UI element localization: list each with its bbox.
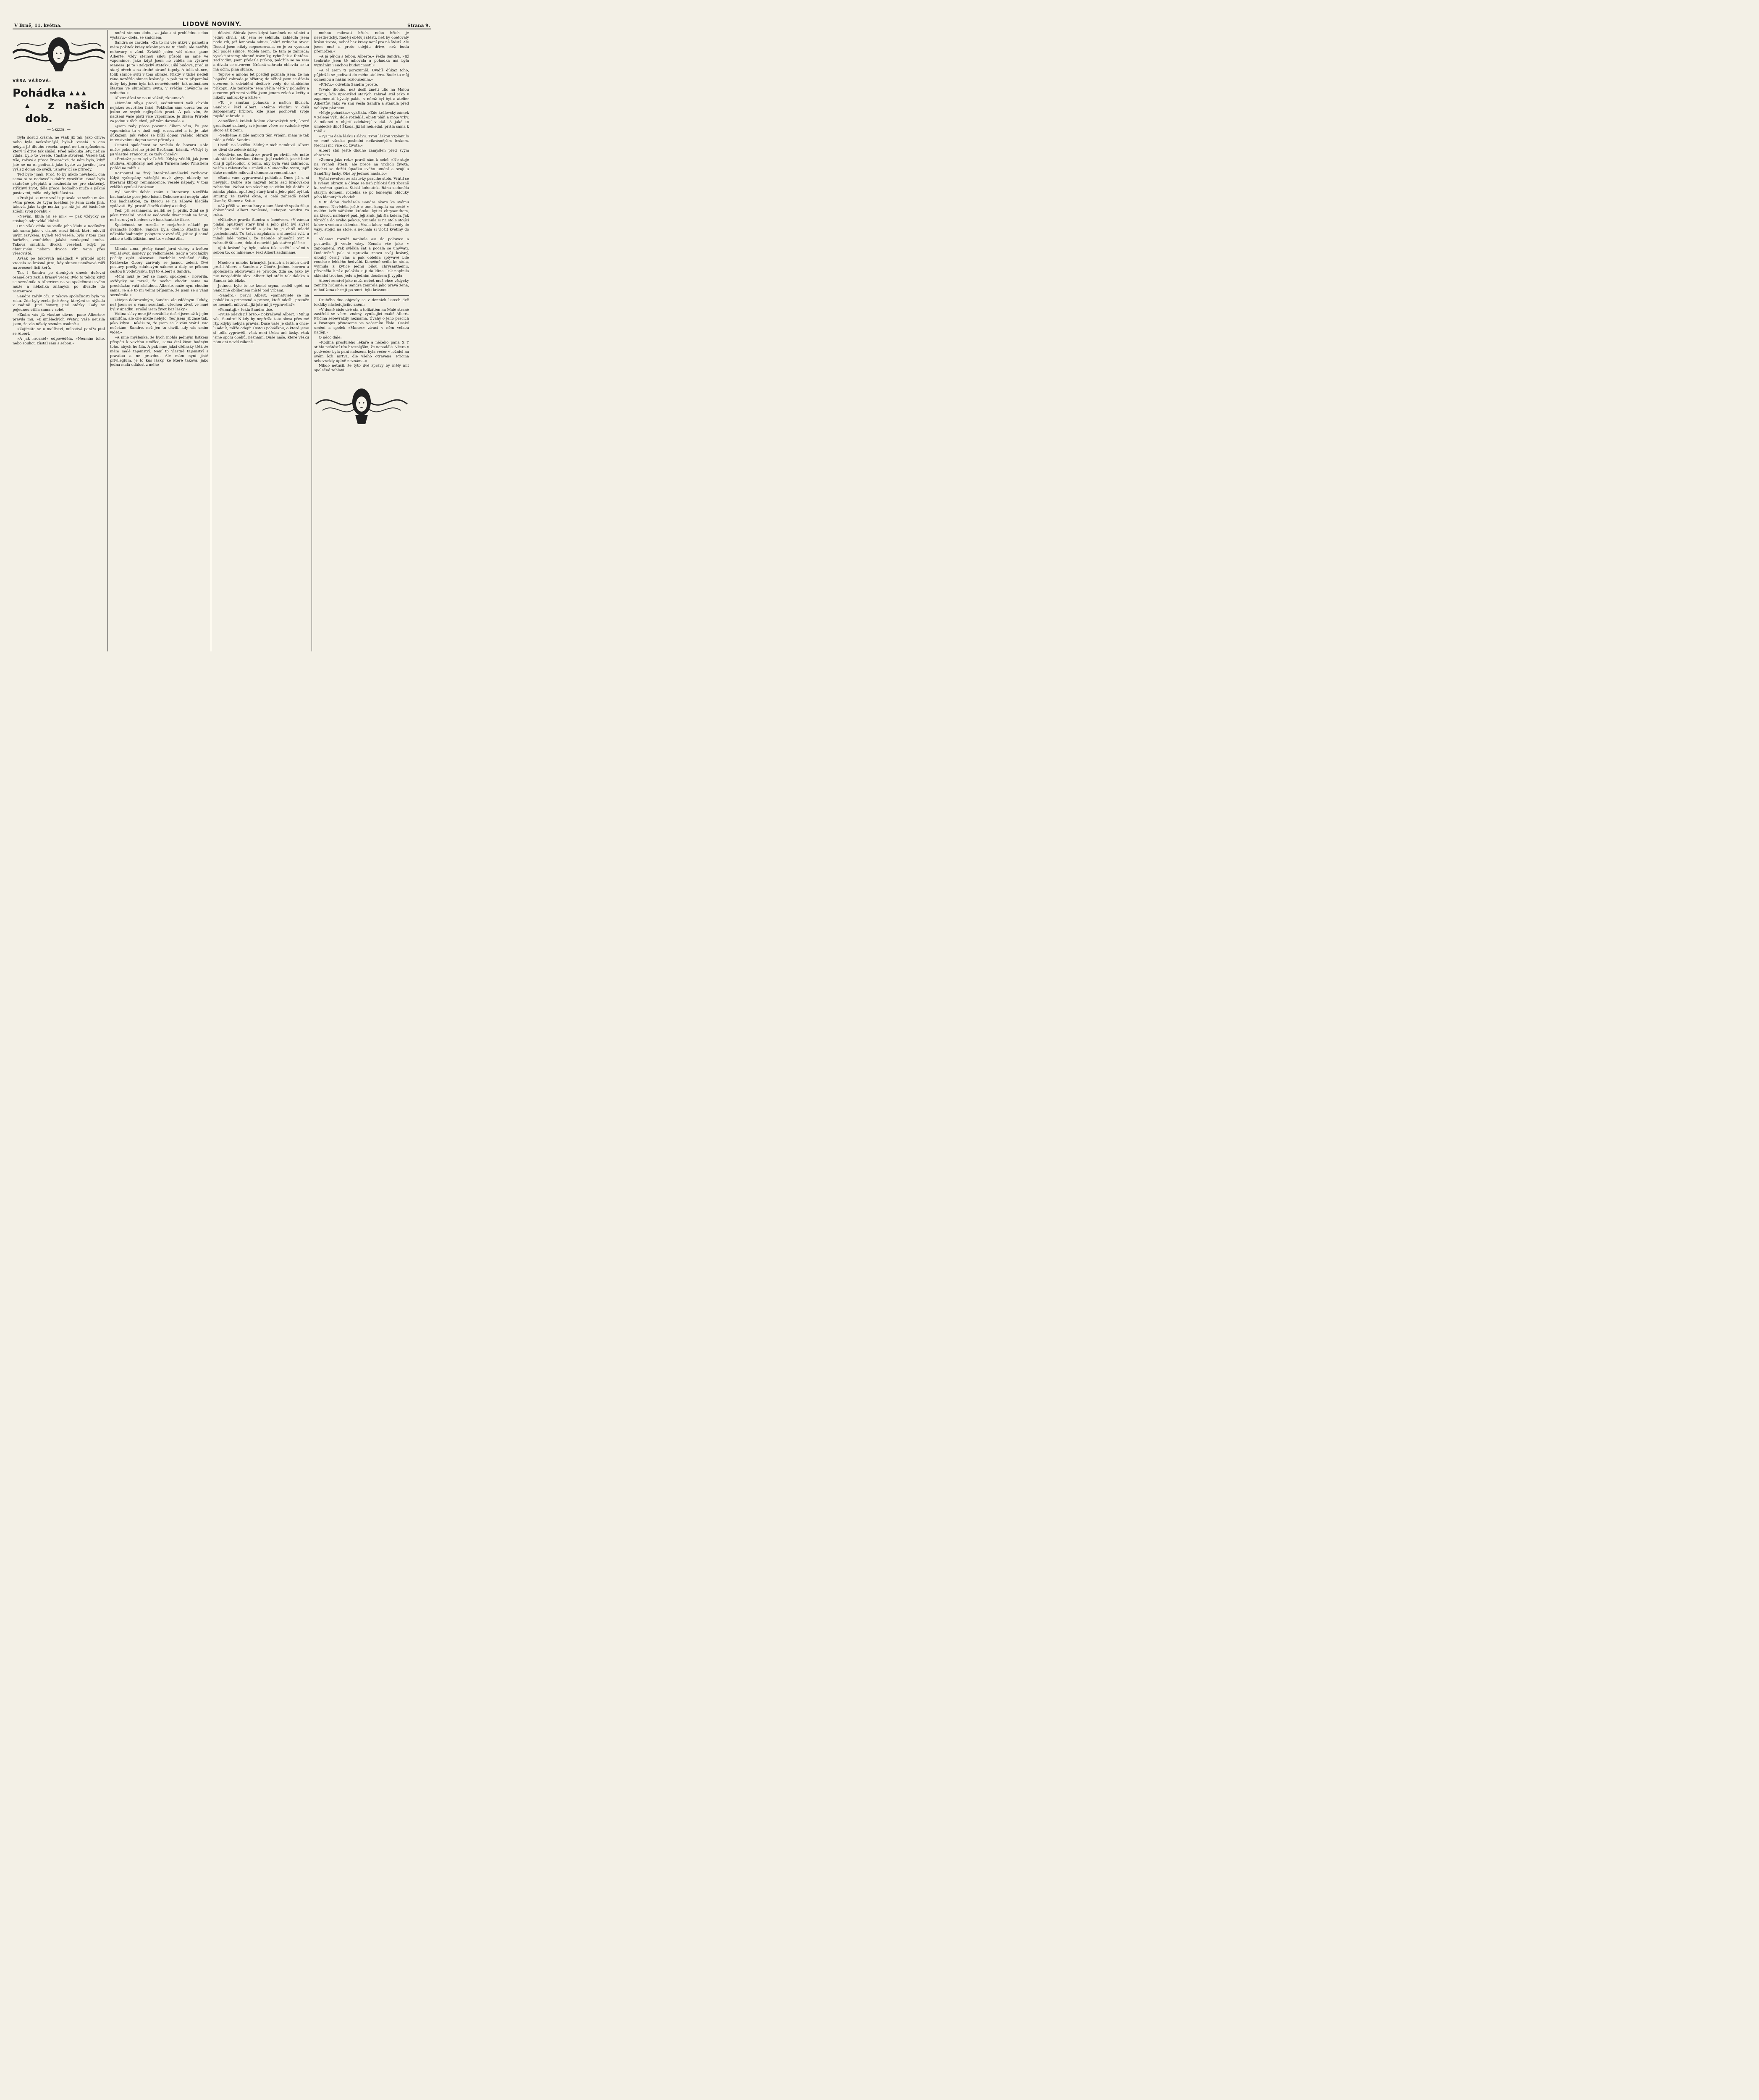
paragraph: »Protože jsem byl v Paříži. Kdyby věděli, jak jsem studoval Angličany, měl bych Turnera nebo Whistlera pořád na talíři.« <box>110 157 208 171</box>
paragraph: Tak i Sandra po dlouhých dnech duševní osamělosti zažila krásný večer. Bylo to tehdy, když se seznámila s Albertem na ve společnosti svého muže a několika známých po divadle do restaurace. <box>13 271 105 294</box>
paragraph: »Proč jsi se mne vzal?« ptávala se svého muže. »Vím přece, že tvým ideálem je žena zcela jiná, taková, jako tvoje matka, po níž jsi též částečně zdědil svoji povahu.« <box>13 196 105 214</box>
paragraph: »Nedivím se, Sandro,« pravil po chvíli, »že máte tak ráda Královskou Oboru. Její rozlehlé, jasné linie činí ji způsobilou k tomu, aby byla vaší zahradou, vaším Královstvím Úsměvů a Slunečního Svitu, jejíž duše nemůže milovati chmurnou romantiku.« <box>213 152 309 176</box>
paragraph: mohou milovati hřích, nebo hřích je neesthetický. Raději obětuji štěstí, než by obětovaly krásu života, neboť bez krásy není pro ně štěstí. Ale jsem muž a proto odejdu dříve, než budu přemožen.« <box>314 31 409 54</box>
text-column-3 <box>213 31 309 653</box>
paragraph: Ona však cítila se vedle jeho klidu a nedůvěry tak sama jako v cizině, mezi lidmi, kteří mluvili jiným jazykem. Byla-li teď veselá, bylo v tom cosi hořkého, zoufalého, jakási neukojená touha. Taková smutná, divoká veselost, když po chmurném nebem divoce vítr vane přes vřesoviště. <box>13 224 105 256</box>
header-date: V Brně, 11. května. <box>14 23 62 28</box>
paragraph: Teď, při seznámení, nelibil se jí příliš. Zdál se jí jaksi trivialní. Snad se nedovede dívat jinak na ženu, než zoravým hledem své bacchantské fikce. <box>110 209 208 223</box>
paragraph: Rozpoutal se živý literárně-umělecký rozhovor. Když vyčerpány vážnější nové zjevy, obievily se literární klípky, reminiscence, veselé nápady. V tom zvláště vynikal Brožman. <box>110 171 208 189</box>
paragraph: Nikdo netušil, že tyto dvě zprávy by měly mít společné zahlaví. <box>314 364 409 373</box>
text-column-2 <box>110 31 208 653</box>
masthead-title: LIDOVÉ NOVINY. <box>182 21 242 28</box>
paragraph: Sandra se zarděla. »Za to mi vše utkví v paměti a mám požitek krásy nikoliv jen na tu chvíli, ale navždy nehovary s vámi. Zvláště jeden váš obraz, pane Alberte, vždy steinou silou působí na mne ve vzpomínce, jako když jsem ho viděla na výstavě Manesa. Je to »Belgický statek«. Bílá budova, před ní starý ořech a na druhé straně topoly. A tolik slunce, tolik slunce svítí v tom obraze. Nikdy v tiché neděli ráno nezářilo slunce krásněji. A pak mi to připomíná doby, kdy jsem byla tak neuvědomělé, tak animálnou šťastna ve slunečním svitu, v svěžím chvějícím se vzduchu.« <box>110 40 208 95</box>
paragraph: Ostatní společnost se vmísila do hovoru. »Ale mlč,« pokoušel ho přítel Brožman, básník. »Vždyť ty jsi vlastně Francouz, co tady chceš?« <box>110 143 208 157</box>
story-subtitle: — Skizza. — <box>47 127 71 132</box>
paragraph: »Jsem tedy přece povinna díkem vám, že jste vzpomínku tu v duši mojí rozezvučel a to je také důkazem, jak velice se blíží dojem vašeho obrazu intensivnímu dojmu samé přírody.« <box>110 124 208 142</box>
paragraph: »Až přišli za mnou hory a tam šťastně spolu žili,« dokončoval Albert zaníceně, uchopiv Sandru za ruku. <box>213 204 309 218</box>
paragraph: Jednou, bylo to ke konci srpna, seděli opět na Sandřině oblíbeném místě pod vrbami. <box>213 284 309 293</box>
paragraph: Albert stál ještě dlouho zamyšlen před svým obrazem. <box>314 148 409 158</box>
paragraph: »V domě číslo dvě sta a tolikátém na Malé straně zastřelil se včera známý, vynikající malíř Albert. Příčina sebevraždy neznáma. Úvahy o jeho pracích a životopis přineseme ve večerním čísle. České umění a spolek »Manes« ztrácí v něm velkou naději.« <box>314 307 409 335</box>
paragraph: »Rodina proslulého lékaře a něčeho pana X Y stihlo neštěstí tím hroznějším, že nenadálé. Včera v podvečer byla paní nalezena byla večer v ložnici na svém loži mrtva, dle všeho otrávena. Příčina sebevraždy úplně neznáma.« <box>314 340 409 363</box>
paragraph: Vidina slávy mne již nevábila; došel jsem až k jejím sumitům, ale cíle nikde nebylo. Teď jsem již zase tak, jako kdysi. Dokáži to, že jsem se k vám vrátil. Nic nečekám, Sandro, než jen tu chvíli, kdy vás smím vidět.« <box>110 312 208 335</box>
paragraph: Avšak po takových náladách v přírodě opět vracela se krásná jitra, kdy slunce usměvavě září na zrosené listí keřů. <box>13 257 105 270</box>
paragraph: »Jak krásné by bylo, takto tiše sedětí s vámi s sebou to, co mineme,« řekl Albert zadumaně. <box>213 246 309 255</box>
column-1-paragraphs <box>13 136 105 346</box>
paragraph: nnění steinou dobu, za jakou si prohlédne celou výstavu,« dodal se smíchem. <box>110 31 208 40</box>
column-2-paragraphs <box>110 31 208 368</box>
paragraph: Trvalo dlouho, než došli změtí ulic na Malou stranu, kde uprostřed starých zahrad stál jako v zapomenutí bývalý palác, v němž byl byt a atelier Albertův. Jako ve snu vešla Sandra a stanula před velikým plátnem. <box>314 87 409 110</box>
text-column-1 <box>13 31 105 653</box>
text-column-4 <box>314 31 409 653</box>
paragraph: Byla dosud krásná, ne však již tak, jako dříve; nebo byla neikrásnější, byla-li veselá. A ona nebyla již dlouho veselá, aspoň ne tím způsobem, který jí dříve tak slušel. Před několika lety, než se vdala, bylo to veselé, šťastné stvoření. Veselé tak tiše, zářivé a přece čtveračivé, že nám bylo, když jste se na ni podívali, jako byste za jarního jitra vyšli z domu do svěží, usmívající se přírody. <box>13 135 105 172</box>
paragraph: Teď bylo jinak. Proč, to by nikdo nevshodl, ona sama si to nedovedla dobře vysvětliti. Snad byla skutečně přepiatá a nezhodila se pro skutečný, střízlivý život, děla přece: hodného muže a pěkné postavení, měla tedy býti šťastna. <box>13 173 105 195</box>
paragraph: Teprve o mnoho let později poznala jsem, že má báječná zahrada je hřbitov, do něhož jsem se dívala otvorem k odvádění dešťové vody do silničního příkopu. Ale tenkráte jsem věřila ještě v pohádky a otvorem při zemi viděla jsem jenom zeleň a květy a nikoliv náhrobky a kříže.« <box>213 73 309 100</box>
page-number: Strana 9. <box>407 23 430 28</box>
paragraph: Byl Sandře dobře znám z literatury. Nevěřila bachantské pose jeho básní. Dokonce ani nebyla také tou bachantkou, za kterou se na zábavě hleděla vydávati. Byl prostě člověk dobrý a citlivý. <box>110 190 208 208</box>
paragraph: Albert díval se na ni vážně, zkoumavě. <box>115 96 185 100</box>
paragraph: »Moje pohádka,« vykřikla. »Zde královský zámek v zelené výši, dole rozlehlá, obietí pláň a moje vrby. A milenci v objetí odcházejí v dál. A jaké to umělecké dílo! Škoda, jíž isi nehledal, přišla sama k tobě.« <box>314 111 409 134</box>
paragraph: Usedli na lavičku. Žádný z nich nemluvil. Albert se díval do zelené dálky. <box>213 143 309 152</box>
decorative-vignette-illustration <box>13 34 105 72</box>
paragraph: O něco dále: <box>319 336 342 340</box>
paragraph: »To je smutná pohádka o našich illusích, Sandro,« řekl Albert. »Máme všichni v duši zapomenutý hřbitov, kde jsme pochovali svoje rajské zahrade.« <box>213 100 309 119</box>
paragraph: Sklenici rovněž naplnila asi do polovice a postavila ji vedle vázy. Konala vše jako v zapomnění. Pak svlékla šat a počala se umývati. Dodatečně pak si upravila znovu svůj krásný, dlouhý černý vlas a pak oblékla splývavé bílé roucho z lehkého hedvábí. Konečně sedla ke stolu, vyjmula z kytice jednu bílou chrysanthemu, přivoněla k ní a položila si ji do klína. Pak naplnila sklenici trochou jedu a jedním douškem ji vypila. <box>314 237 409 278</box>
paragraph: »Nejen dobrovolným, Sandro, ale vděčným. Tehdy, než jsem se s vámi seznámil, všechen život ve mně byl v úpadku. Prošel jsem život bez lásky.« <box>110 298 208 312</box>
paragraph: »Sedněme si zde naproti těm vrbám, mám je tak ráda,« řekla Sandra. <box>213 133 309 142</box>
paragraph: Sandře zářily oči. V takové společnosti byla po roku. Zde byly zcela jiné ženy, kterými se stýkala v rodině. Jiné hovory, jiné otázky. Tady se pojednou cítila sama v sobě. <box>13 294 105 312</box>
section-separator <box>314 295 409 296</box>
paragraph: Společnost se rozešla v rozjařené náladě po dvanácté hodině. Sandra byla dlouho šťastna tím několikahodinným pobytem v ovzduší, jež se jí samé zdálo o tolik bližším, než to, v němž žila. <box>110 223 208 241</box>
paragraph: Druhého dne objevily se v denních listech dvě lokálky následujícího znění: <box>314 298 409 307</box>
paragraph: dětství. Sbírala jsem kdysi kamének na silnici a jednu chvíli, jak jsem se sehnula, zahlédla jsem pode zdí, jež lemovala silnici, kaluž vzduchu otvor. Dosud jsem nikdy nepozorovala, co je za vysokou zdí podél silnice. Viděla jsem, že tam je zahrada: vysoké stromy, slunné trávníky, rybníček a fontána. Teď vidím, jsem přelezla příkop, položila se na zem a dívala se otvorem. Krásná zahrada obievila se tu má očím, plná slunce. <box>213 31 309 72</box>
title-ornament-icon: ▲ <box>25 102 37 109</box>
paragraph: »Znám vás již vlastně dávno, pane Alberte,« pravila mu, »z uměleckých výstav. Vaše neusila jsem, že vás někdy seznám osobně.« <box>13 313 105 327</box>
paragraph: »A jak hrozně!« odpověděla. »Neumím toho, nebo soukou zůstal sám s sebou.« <box>13 336 105 346</box>
paragraph: Albert zemřel jako muž, nebot muž chce vždycky zemříti hrdinně; a Sandra zemřela jako pravá žena, neboť žena chce ji po smrti býti krásnou. <box>314 279 409 292</box>
paragraph: »Zajímáte se o malířství, milostivá paní?« ptal se Albert. <box>13 327 105 336</box>
story-title-line-1: Pohádka ▲ ▲ ▲ <box>13 87 86 100</box>
paragraph: »Nemám síly,« pravil, »odmítnouti vaši chválu nejakou zdvořilou frází. Poklídám sám obraz ten za jedno ze svých nejlepších prací. A pak vím, že nadšení vaše platí více vzpomínce, je díkem Přírodě za jednu z těch chvil, jež vám darovala.« <box>110 101 208 124</box>
paragraph: »Přiďu,« odvětila Sandra prostě. <box>319 82 378 87</box>
paragraph: »Pamatuji,« řekla Sandra tiše. <box>218 307 273 312</box>
decorative-vignette-illustration <box>314 379 409 429</box>
column-3-paragraphs <box>213 31 309 345</box>
paragraph: »Nuže odejdi již brzo,« pokračoval Albert. »Miluji vás, Sandro! Nikdy by nepřešla tato slova přes mé rty, kdyby nebyla pravda. Duše vaše je čistá, a chce-li odejít, může odejít. Čistou pohádkou, o které jsme si tolik vyprávěli, však není třeba ani lásky, však jsme spolu obéhů, neznámí. Duše naše, které věsku nám ani nevčí zákoně. <box>213 312 309 344</box>
paragraph: »Sandro,« pravil Albert, »pamatujete se na pohádku o princezně a prince, kteří odešli, protože se nesměli milovati, již jste mi ji vypravěla?« <box>213 293 309 307</box>
paragraph: Vyňal revolver ze zásuvky psacího stolu. Vrátil se k svému obrazu a dívaje se naň přiložil ústí zbraně ku svému spánku. Stiskl kohoutek. Rána zaduněla starým domem, rozlehla se po lomeným oblouky jeho klenutých chodeb. <box>314 177 409 200</box>
paragraph: »Mni muž je teď se mnou spokojen,« hovořila, »vždycky se mrzel, že nechci choditi sama na procházku; vaší zásluhou, Alberte, nuže nyní chodím sama. Je ale to mi velmi příjemné, že jsem se s vámi seznámila.« <box>110 275 208 297</box>
paragraph: Zamyšleně kráčeli kolem obrovských vrb, které graciézně sklánely své jemné větve ze vzdušné výše skoro až k zemi. <box>213 119 309 133</box>
paragraph: »Tys mi dala lásku i slávu. Tvou láskou vzplanulo ve mně všecko poslední neikrásnějším leskem. Nechci nic více od života.« <box>314 134 409 148</box>
paragraph: »A já jsem ti porozuměl. Uvidíš důkaz toho, půjdeš-li se podívati do mého ateliéru. Bude to můj odměnou a naším rozloučením.« <box>314 68 409 82</box>
paragraph: Minula zima, přešly časné jarní vichry a květen vyplál svou úsměvy po velkoměstě. Sady a procházky počaly opět oživovat. Rozlehlé vzdušné dálky Královské Obory zářívaly se jasnou zelení. Dvě postavy prošly »duhovým sálem« a daly se pěknou cestou k vodotrysku. Byl to Albert a Sandra. <box>110 247 208 274</box>
paragraph: »A mne myšlenka, že bych mohla jedniým listkem přispěti k vavřínu umělce, sama činí život hodným toho, abych ho žila. A pak mne jaksi dětinsky těší, že mám malé tajemství. Není to vlastně tajemství s pravdou a ne pravdou. Ale mám nyní jisté privilegium, je to kus lásky, ke které taková, jako jedna malá událost z mého <box>110 336 208 368</box>
title-ornament-icon: ▲ ▲ ▲ <box>69 90 86 97</box>
column-4-paragraphs <box>314 31 409 373</box>
paragraph: »Budu vám vypravovati pohádku. Dnes již z ní nevyjdu. Dobře jste nazvali tento sad královskou zahradou. Nebot ten všechny se cítím být dobře. V zámku plakal opuštěný starý král a jeho pláč byl tak smutný, že zavřel okna, a celé zahradě nebyl Úsměv, Slunce a Svit.« <box>213 176 309 203</box>
story-author: VĚRA VÁŠOVÁ: <box>13 79 52 83</box>
paragraph: »Nikoliv,« pravila Sandra s úsměvem. »V zámku plakal opuštěný starý král a jeho pláč byl slyšet ještě po celé zahradě a jako by je chtěl mladé poslechnouti. Tu tráva zaplakala a sluneční svit, a mladí lidé poznali, že nebude Sluneční Svit v zahradě šťasten, dokud neuvidí, jak stařec pláče.« <box>213 218 309 245</box>
newspaper-page <box>0 0 443 659</box>
paragraph: V tu dobu docházela Sandra skoro ke svému domovu. Nevěděla ještě o tom, koupila na cestě v malém květinářském krámku kytici chrysanthem, na kterou naléhavě padl její zrak, jak šla kolem. Jak vkročila do svého pokoje, vsunula si na stole stojící lahev s vodou a sklenice. Vzala lahev, nalila vody do vázy, stojící na stole, a nechala si vložit květiny do ní. <box>314 200 409 236</box>
story-title-line-2: ▲ z našich dob. <box>25 100 105 125</box>
paragraph: »Zemru jako rek,« pravil sám k sobě. »Ne stoje na vrcholi štěstí, ale přece na vrcholi života. Nechci se dožíti úpadku svého umění a svojí a Sandřiny lásky. Obé by jednou nastalo.« <box>314 158 409 176</box>
paragraph: »A já půjdu s tebou, Alberte,« řekla Sandra. »Již tenkráte jsem tě milovala a pohádka má byla vyznáním i suchou budoucností.« <box>314 54 409 68</box>
paragraph: Mnoho a mnoho krásných jarních a letních chvil prožil Albert s Sandrou v Oboře. Jednou hovoru a společném obdivování se přírodě. Zdá se, jako by nic nevyjádřilo slov. Albert byl stále tak daleko a Sandra tak blízko. <box>213 260 309 284</box>
paragraph: »Nevím, libila jsi se mi,« — pak vždycky se stiskajíc odpovídal klidně. <box>13 215 105 224</box>
column-divider <box>107 30 108 651</box>
